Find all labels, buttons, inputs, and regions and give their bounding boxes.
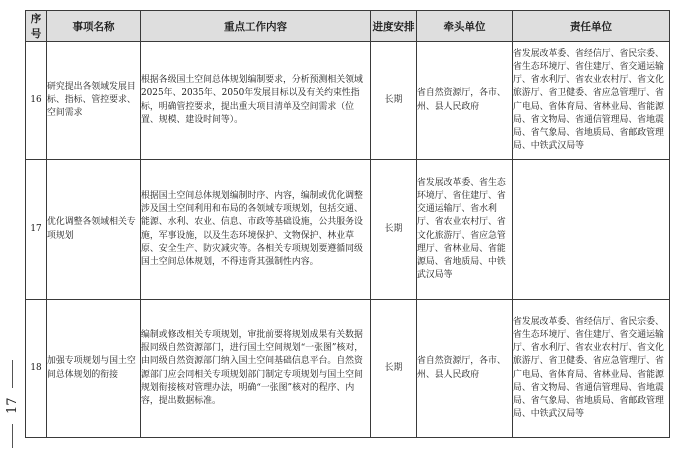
row-lead: 省发展改革委、省生态环境厅、省住建厅、省交通运输厅、省水利厅、省农业农村厅、省文化旅游厅、省应急管理厅、省林业局、省能源局、省地质局、中铁武汉局等 bbox=[417, 160, 513, 300]
table-row bbox=[26, 160, 670, 300]
row-number: 18 bbox=[26, 300, 47, 438]
row-number: 17 bbox=[26, 160, 47, 300]
row-lead: 省自然资源厅，各市、州、县人民政府 bbox=[417, 42, 513, 160]
row-work: 编制或修改相关专项规划，审批前要将规划成果有关数据报同级自然资源部门，进行国土空间规划“一张图”核对，由同级自然资源部门纳入国土空间基础信息平台。自然资源部门应会同相关专项规划部门制定专项规划与国土空间规划衔接核对管理办法，明确“一张图”核对的程序、内容，提出数据标准。 bbox=[141, 300, 371, 438]
header-lead: 牵头单位 bbox=[417, 11, 513, 42]
row-work: 根据国土空间总体规划编制时序、内容，编制或优化调整涉及国土空间利用和布局的各领域专项规划，包括交通、能源、水利、农业、信息、市政等基础设施，公共服务设施，军事设施，以及生态环境保护、文物保护、林业草原、安全生产、防灾减灾等。各相关专项规划要遵循同级国土空间总体规划，不得违背其强制性内容。 bbox=[141, 160, 371, 300]
row-item: 研究提出各领域发展目标、指标、管控要求、空间需求 bbox=[47, 42, 141, 160]
table-row bbox=[26, 42, 670, 160]
row-work: 根据各级国土空间总体规划编制要求，分析预测相关领域2025年、2035年、2050年发展目标以及有关约束性指标，明确管控要求，提出重大项目清单及空间需求（位置、规模、建设时间等）。 bbox=[141, 42, 371, 160]
header-schedule: 进度安排 bbox=[371, 11, 417, 42]
task-table bbox=[25, 10, 670, 438]
header-item: 事项名称 bbox=[47, 11, 141, 42]
header-work: 重点工作内容 bbox=[141, 11, 371, 42]
row-responsible bbox=[513, 160, 670, 300]
page-number: 17 bbox=[5, 397, 20, 415]
row-item: 加强专项规划与国土空间总体规划的衔接 bbox=[47, 300, 141, 438]
table-row bbox=[26, 300, 670, 438]
row-schedule: 长期 bbox=[371, 300, 417, 438]
header-no: 序号 bbox=[26, 11, 47, 42]
row-responsible: 省发展改革委、省经信厅、省民宗委、省生态环境厅、省住建厅、省交通运输厅、省水利厅、省农业农村厅、省文化旅游厅、省卫健委、省应急管理厅、省广电局、省体育局、省林业局、省能源局、省文物局、省通信管理局、省地震局、省气象局、省地质局、省邮政管理局、中铁武汉局等 bbox=[513, 42, 670, 160]
row-number: 16 bbox=[26, 42, 47, 160]
header-responsible: 责任单位 bbox=[513, 11, 670, 42]
page-number-rule-top bbox=[12, 360, 13, 388]
row-schedule: 长期 bbox=[371, 160, 417, 300]
page-number-rule-bottom bbox=[12, 424, 13, 448]
row-responsible: 省发展改革委、省经信厅、省民宗委、省生态环境厅、省住建厅、省交通运输厅、省水利厅、省农业农村厅、省文化旅游厅、省卫健委、省应急管理厅、省广电局、省体育局、省林业局、省能源局、省文物局、省通信管理局、省地震局、省气象局、省地质局、省邮政管理局、中铁武汉局等 bbox=[513, 300, 670, 438]
row-lead: 省自然资源厅，各市、州、县人民政府 bbox=[417, 300, 513, 438]
table-header-row bbox=[26, 11, 670, 42]
page-number-marker bbox=[2, 360, 24, 450]
row-schedule: 长期 bbox=[371, 42, 417, 160]
row-item: 优化调整各领域相关专项规划 bbox=[47, 160, 141, 300]
